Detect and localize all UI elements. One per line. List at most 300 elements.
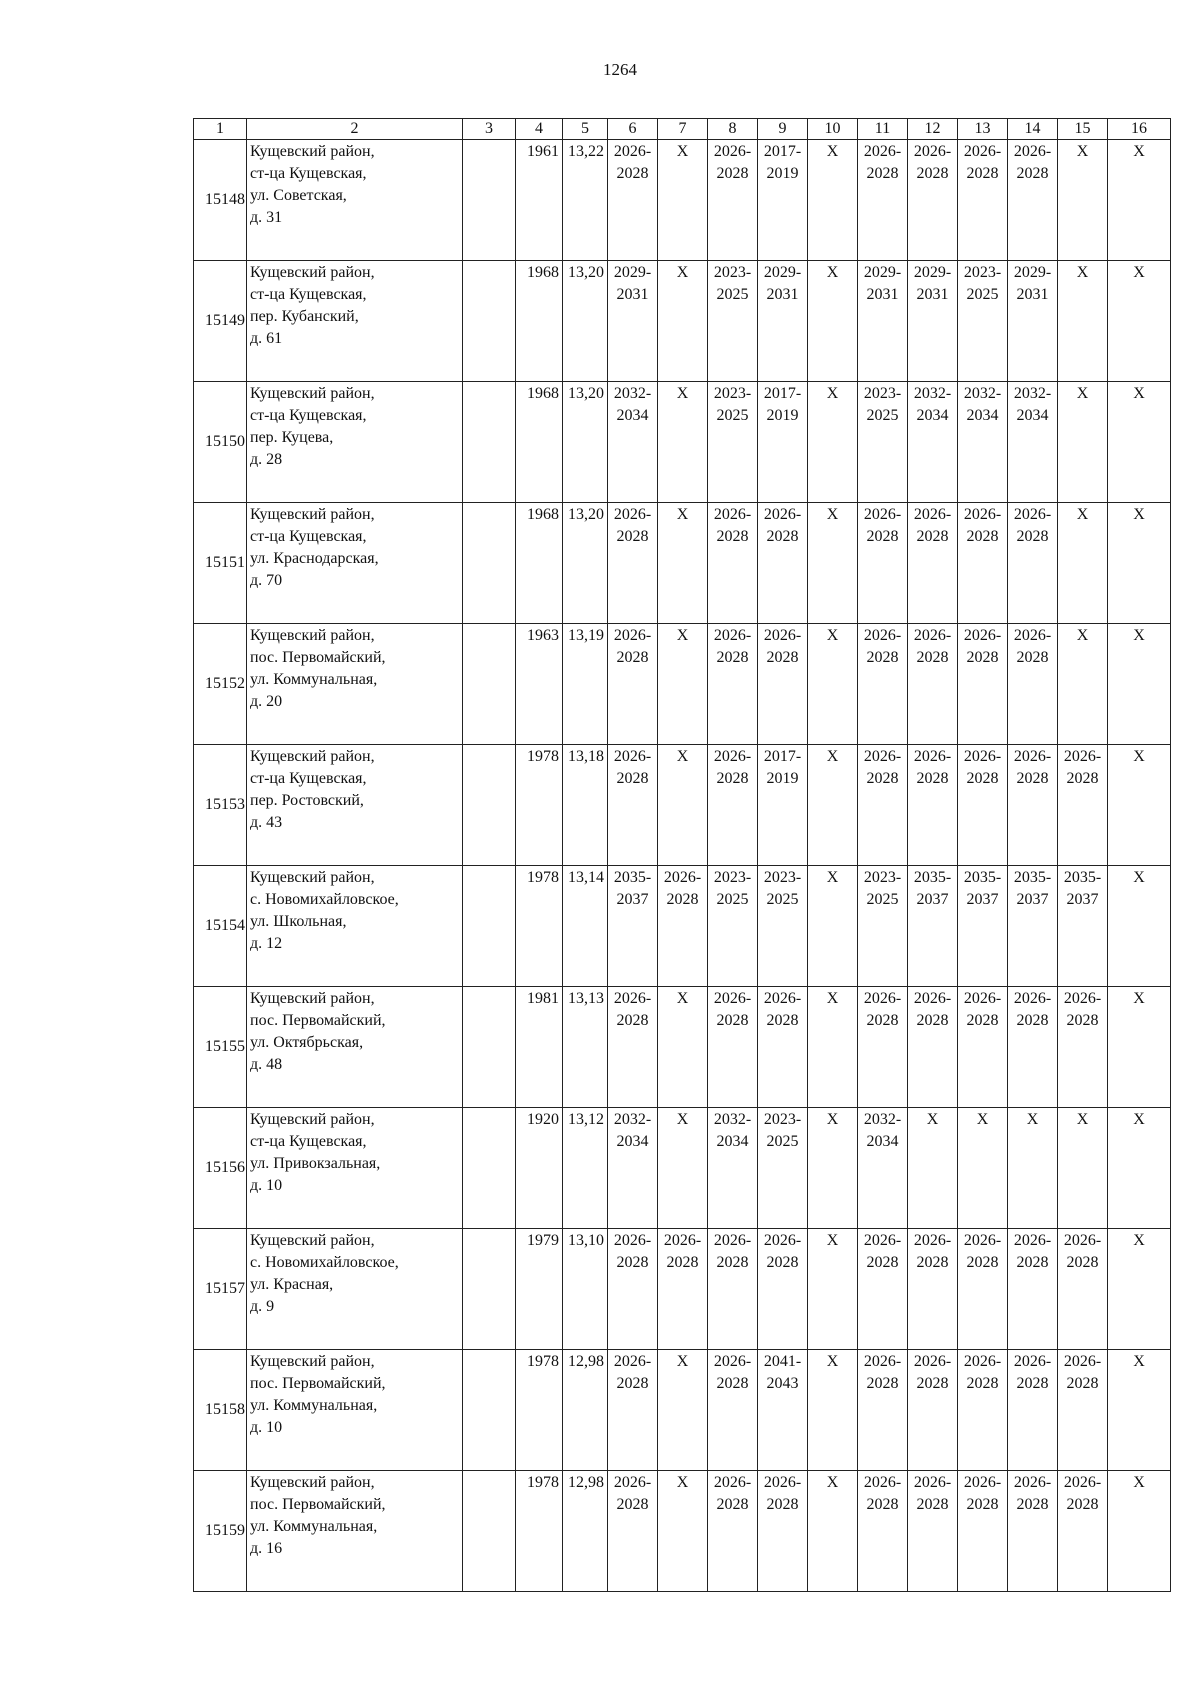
period-line: 2028 — [866, 528, 899, 545]
period-line: 2026- — [913, 506, 952, 523]
value-cell: 13,10 — [563, 1229, 608, 1350]
address-line: Кущевский район, — [250, 1353, 375, 1370]
period-line: 2032- — [613, 385, 652, 402]
period-line: 2037 — [966, 891, 999, 908]
column-header: 14 — [1008, 119, 1058, 140]
period-line: 2028 — [716, 1012, 749, 1029]
period-cell-c10 — [808, 1350, 858, 1471]
period-line: Х — [826, 264, 839, 281]
period-line: Х — [826, 748, 839, 765]
period-cell-c16 — [1108, 1108, 1171, 1229]
period-line: 2028 — [1066, 770, 1099, 787]
period-line: 2028 — [616, 528, 649, 545]
period-cell-c9 — [758, 1471, 808, 1592]
value-cell: 13,20 — [563, 382, 608, 503]
period-cell-c15 — [1058, 1108, 1108, 1229]
period-cell-c16 — [1108, 866, 1171, 987]
period-line: 2028 — [966, 649, 999, 666]
period-cell-c15 — [1058, 382, 1108, 503]
address-cell — [247, 1471, 463, 1592]
period-line: 2037 — [616, 891, 649, 908]
period-line: 2035- — [613, 869, 652, 886]
period-line: 2026- — [713, 1474, 752, 1491]
period-line: 2026- — [1063, 990, 1102, 1007]
period-cell-c15 — [1058, 987, 1108, 1108]
period-line: 2028 — [1066, 1254, 1099, 1271]
year-cell: 1968 — [516, 503, 563, 624]
period-line: 2026- — [763, 1474, 802, 1491]
period-line: Х — [1133, 1353, 1145, 1370]
period-line: 2032- — [963, 385, 1002, 402]
table-row — [194, 866, 1171, 987]
period-line: Х — [676, 506, 689, 523]
period-line: 2026- — [1063, 748, 1102, 765]
period-cell-c8 — [708, 140, 758, 261]
period-line: Х — [1076, 1111, 1089, 1128]
period-cell-c16 — [1108, 1471, 1171, 1592]
period-line: 2028 — [616, 1375, 649, 1392]
period-line: Х — [1133, 1474, 1145, 1491]
period-line: 2028 — [716, 1375, 749, 1392]
record-number: 15159 — [194, 1471, 247, 1592]
period-line: 2028 — [966, 1496, 999, 1513]
address-line: ул. Советская, — [250, 187, 347, 204]
period-line: 2017- — [763, 748, 802, 765]
period-cell-c10 — [808, 624, 858, 745]
period-line: 2028 — [1066, 1375, 1099, 1392]
period-cell-c13 — [958, 503, 1008, 624]
period-line: 2023- — [713, 869, 752, 886]
period-line: 2026- — [663, 869, 702, 886]
period-line: Х — [826, 143, 839, 160]
period-line: 2031 — [1016, 286, 1049, 303]
period-line: 2026- — [1013, 143, 1052, 160]
period-cell-c13 — [958, 140, 1008, 261]
period-cell-c11 — [858, 1108, 908, 1229]
address-line: Кущевский район, — [250, 627, 375, 644]
period-cell-c6 — [608, 503, 658, 624]
address-line: ул. Привокзальная, — [250, 1155, 381, 1172]
period-line: 2031 — [616, 286, 649, 303]
address-line: ст-ца Кущевская, — [250, 770, 367, 787]
period-line: Х — [676, 264, 689, 281]
period-line: 2037 — [916, 891, 949, 908]
period-cell-c15 — [1058, 1350, 1108, 1471]
period-cell-c12 — [908, 261, 958, 382]
period-line: 2026- — [1063, 1474, 1102, 1491]
record-number: 15154 — [194, 866, 247, 987]
table-row — [194, 140, 1171, 261]
table-row — [194, 1350, 1171, 1471]
address-line: пос. Первомайский, — [250, 1012, 386, 1029]
period-line: 2026- — [713, 1232, 752, 1249]
period-cell-c6 — [608, 624, 658, 745]
col-3-cell — [463, 382, 516, 503]
col-3-cell — [463, 1350, 516, 1471]
address-line: Кущевский район, — [250, 869, 375, 886]
period-cell-c7 — [658, 1471, 708, 1592]
period-line: 2026- — [613, 990, 652, 1007]
address-line: Кущевский район, — [250, 143, 375, 160]
period-cell-c16 — [1108, 140, 1171, 261]
period-line: 2026- — [1013, 1232, 1052, 1249]
period-cell-c12 — [908, 382, 958, 503]
period-line: 2034 — [616, 1133, 649, 1150]
period-line: Х — [1076, 264, 1089, 281]
table-row — [194, 1108, 1171, 1229]
period-cell-c10 — [808, 1471, 858, 1592]
period-cell-c6 — [608, 140, 658, 261]
col-3-cell — [463, 745, 516, 866]
period-cell-c8 — [708, 382, 758, 503]
period-line: 2026- — [763, 627, 802, 644]
period-line: Х — [1133, 385, 1145, 402]
period-cell-c15 — [1058, 261, 1108, 382]
period-line: 2026- — [713, 748, 752, 765]
period-line: 2028 — [1016, 770, 1049, 787]
period-line: 2026- — [913, 627, 952, 644]
period-line: 2029- — [613, 264, 652, 281]
period-line: 2026- — [863, 1474, 902, 1491]
period-line: 2026- — [963, 748, 1002, 765]
period-line: 2026- — [913, 1353, 952, 1370]
address-line: д. 12 — [250, 935, 283, 952]
period-line: 2026- — [963, 990, 1002, 1007]
value-cell: 12,98 — [563, 1350, 608, 1471]
year-cell: 1920 — [516, 1108, 563, 1229]
period-cell-c16 — [1108, 1350, 1171, 1471]
value-cell: 13,22 — [563, 140, 608, 261]
address-line: Кущевский район, — [250, 385, 375, 402]
period-line: Х — [676, 143, 689, 160]
col-3-cell — [463, 1229, 516, 1350]
record-number: 15153 — [194, 745, 247, 866]
period-cell-c9 — [758, 503, 808, 624]
period-line: 2028 — [616, 1254, 649, 1271]
address-line: ул. Октябрьская, — [250, 1034, 364, 1051]
period-cell-c16 — [1108, 503, 1171, 624]
period-cell-c6 — [608, 1471, 658, 1592]
period-line: 2026- — [963, 627, 1002, 644]
address-line: Кущевский район, — [250, 1474, 375, 1491]
period-line: 2023- — [713, 264, 752, 281]
period-cell-c10 — [808, 987, 858, 1108]
period-line: 2028 — [716, 649, 749, 666]
address-line: д. 43 — [250, 814, 283, 831]
period-cell-c8 — [708, 1350, 758, 1471]
period-cell-c11 — [858, 503, 908, 624]
period-line: 2034 — [616, 407, 649, 424]
period-line: 2026- — [863, 748, 902, 765]
period-cell-c14 — [1008, 503, 1058, 624]
period-line: Х — [826, 869, 839, 886]
period-line: 2032- — [863, 1111, 902, 1128]
period-line: 2026- — [613, 1353, 652, 1370]
period-cell-c7 — [658, 1108, 708, 1229]
period-line: 2026- — [913, 143, 952, 160]
value-cell: 13,18 — [563, 745, 608, 866]
period-cell-c14 — [1008, 987, 1058, 1108]
period-cell-c9 — [758, 987, 808, 1108]
period-cell-c7 — [658, 261, 708, 382]
period-cell-c8 — [708, 261, 758, 382]
period-line: 2026- — [763, 990, 802, 1007]
period-line: Х — [1026, 1111, 1039, 1128]
period-line: 2026- — [963, 506, 1002, 523]
period-cell-c13 — [958, 987, 1008, 1108]
period-cell-c16 — [1108, 382, 1171, 503]
period-line: Х — [826, 1232, 839, 1249]
period-line: 2028 — [1016, 1012, 1049, 1029]
address-line: д. 61 — [250, 330, 283, 347]
period-line: Х — [676, 1474, 689, 1491]
address-line: пос. Первомайский, — [250, 1496, 386, 1513]
column-header: 11 — [858, 119, 908, 140]
address-line: д. 48 — [250, 1056, 283, 1073]
address-line: Кущевский район, — [250, 990, 375, 1007]
period-line: Х — [676, 748, 689, 765]
period-cell-c10 — [808, 503, 858, 624]
period-line: 2026- — [1013, 627, 1052, 644]
period-line: 2026- — [1063, 1232, 1102, 1249]
period-line: Х — [1076, 385, 1089, 402]
period-line: 2023- — [713, 385, 752, 402]
period-line: Х — [1133, 1232, 1145, 1249]
record-number: 15151 — [194, 503, 247, 624]
period-cell-c14 — [1008, 1471, 1058, 1592]
address-line: ул. Коммунальная, — [250, 1397, 378, 1414]
year-cell: 1968 — [516, 261, 563, 382]
period-cell-c14 — [1008, 745, 1058, 866]
period-line: 2026- — [863, 627, 902, 644]
address-line: ст-ца Кущевская, — [250, 1133, 367, 1150]
period-line: 2028 — [966, 165, 999, 182]
period-line: 2026- — [963, 1232, 1002, 1249]
period-line: 2028 — [1016, 528, 1049, 545]
table-row — [194, 745, 1171, 866]
period-line: 2028 — [866, 1375, 899, 1392]
period-line: Х — [1076, 506, 1089, 523]
period-line: 2028 — [916, 1496, 949, 1513]
column-header: 3 — [463, 119, 516, 140]
period-line: 2034 — [716, 1133, 749, 1150]
period-line: 2028 — [716, 1254, 749, 1271]
period-cell-c10 — [808, 140, 858, 261]
period-line: 2028 — [866, 165, 899, 182]
address-line: пер. Кубанский, — [250, 308, 359, 325]
period-line: Х — [976, 1111, 989, 1128]
period-line: 2025 — [766, 1133, 799, 1150]
year-cell: 1978 — [516, 866, 563, 987]
period-cell-c7 — [658, 745, 708, 866]
period-line: 2029- — [913, 264, 952, 281]
address-line: пер. Куцева, — [250, 429, 334, 446]
period-line: 2023- — [763, 1111, 802, 1128]
record-number: 15158 — [194, 1350, 247, 1471]
address-cell — [247, 1229, 463, 1350]
period-cell-c11 — [858, 1471, 908, 1592]
period-cell-c8 — [708, 624, 758, 745]
address-line: д. 20 — [250, 693, 283, 710]
period-cell-c15 — [1058, 866, 1108, 987]
address-line: ул. Школьная, — [250, 913, 347, 930]
period-line: 2028 — [866, 1012, 899, 1029]
period-line: 2028 — [666, 891, 699, 908]
period-line: 2034 — [966, 407, 999, 424]
period-cell-c15 — [1058, 1471, 1108, 1592]
page-number: 1264 — [603, 60, 637, 79]
address-cell — [247, 624, 463, 745]
value-cell: 13,20 — [563, 261, 608, 382]
period-cell-c8 — [708, 866, 758, 987]
address-line: д. 10 — [250, 1177, 283, 1194]
period-line: 2028 — [766, 528, 799, 545]
period-line: 2028 — [966, 770, 999, 787]
address-line: д. 9 — [250, 1298, 275, 1315]
period-line: Х — [826, 1353, 839, 1370]
address-cell — [247, 866, 463, 987]
period-line: 2026- — [1013, 1353, 1052, 1370]
period-line: 2026- — [1013, 990, 1052, 1007]
period-line: Х — [1133, 627, 1145, 644]
period-line: 2025 — [966, 286, 999, 303]
period-cell-c6 — [608, 261, 658, 382]
period-cell-c16 — [1108, 624, 1171, 745]
period-cell-c12 — [908, 866, 958, 987]
period-cell-c11 — [858, 624, 908, 745]
period-cell-c15 — [1058, 1229, 1108, 1350]
period-line: 2035- — [913, 869, 952, 886]
column-header: 4 — [516, 119, 563, 140]
period-line: 2034 — [916, 407, 949, 424]
period-cell-c13 — [958, 866, 1008, 987]
period-line: 2028 — [916, 649, 949, 666]
col-3-cell — [463, 1108, 516, 1229]
period-line: 2029- — [763, 264, 802, 281]
period-line: 2019 — [766, 770, 799, 787]
period-line: 2026- — [1063, 1353, 1102, 1370]
column-header: 5 — [563, 119, 608, 140]
period-cell-c7 — [658, 1229, 708, 1350]
period-line: Х — [1133, 748, 1145, 765]
address-line: д. 28 — [250, 451, 283, 468]
period-cell-c11 — [858, 745, 908, 866]
period-cell-c13 — [958, 1350, 1008, 1471]
record-number: 15149 — [194, 261, 247, 382]
period-line: Х — [676, 1353, 689, 1370]
value-cell: 12,98 — [563, 1471, 608, 1592]
address-line: ст-ца Кущевская, — [250, 528, 367, 545]
period-line: 2026- — [763, 1232, 802, 1249]
period-line: 2028 — [716, 165, 749, 182]
period-line: 2026- — [863, 506, 902, 523]
col-3-cell — [463, 987, 516, 1108]
period-cell-c8 — [708, 1108, 758, 1229]
period-cell-c14 — [1008, 140, 1058, 261]
period-cell-c9 — [758, 140, 808, 261]
period-line: 2035- — [963, 869, 1002, 886]
period-cell-c7 — [658, 1350, 708, 1471]
address-line: ул. Коммунальная, — [250, 671, 378, 688]
period-cell-c12 — [908, 1108, 958, 1229]
register-table — [193, 118, 1171, 1592]
period-cell-c15 — [1058, 503, 1108, 624]
address-line: Кущевский район, — [250, 748, 375, 765]
period-line: Х — [1133, 869, 1145, 886]
period-line: 2026- — [863, 1353, 902, 1370]
period-line: Х — [676, 1111, 689, 1128]
period-line: 2028 — [916, 770, 949, 787]
period-line: 2017- — [763, 143, 802, 160]
period-line: 2026- — [613, 1232, 652, 1249]
period-line: Х — [826, 506, 839, 523]
column-header: 16 — [1108, 119, 1171, 140]
period-cell-c8 — [708, 745, 758, 866]
period-line: 2032- — [913, 385, 952, 402]
period-cell-c12 — [908, 1229, 958, 1350]
period-line: 2025 — [866, 891, 899, 908]
year-cell: 1981 — [516, 987, 563, 1108]
period-cell-c6 — [608, 1108, 658, 1229]
period-cell-c9 — [758, 1108, 808, 1229]
period-line: 2028 — [866, 649, 899, 666]
period-line: Х — [676, 990, 689, 1007]
period-cell-c10 — [808, 745, 858, 866]
period-line: 2028 — [616, 770, 649, 787]
year-cell: 1968 — [516, 382, 563, 503]
period-line: 2028 — [616, 1012, 649, 1029]
period-line: 2041- — [763, 1353, 802, 1370]
period-line: 2035- — [1013, 869, 1052, 886]
column-header: 2 — [247, 119, 463, 140]
column-header: 10 — [808, 119, 858, 140]
period-line: 2035- — [1063, 869, 1102, 886]
period-cell-c6 — [608, 1350, 658, 1471]
year-cell: 1961 — [516, 140, 563, 261]
period-line: 2026- — [613, 143, 652, 160]
address-line: д. 10 — [250, 1419, 283, 1436]
value-cell: 13,14 — [563, 866, 608, 987]
period-cell-c13 — [958, 1229, 1008, 1350]
period-line: Х — [1076, 143, 1089, 160]
period-line: 2028 — [716, 528, 749, 545]
period-line: 2025 — [716, 891, 749, 908]
period-line: 2026- — [863, 990, 902, 1007]
period-cell-c14 — [1008, 1350, 1058, 1471]
period-cell-c9 — [758, 624, 808, 745]
value-cell: 13,19 — [563, 624, 608, 745]
period-cell-c12 — [908, 503, 958, 624]
period-cell-c14 — [1008, 1229, 1058, 1350]
period-line: 2034 — [1016, 407, 1049, 424]
period-line: 2026- — [1013, 1474, 1052, 1491]
year-cell: 1978 — [516, 1471, 563, 1592]
period-line: Х — [826, 385, 839, 402]
period-line: 2028 — [916, 1254, 949, 1271]
period-cell-c7 — [658, 987, 708, 1108]
period-line: 2023- — [963, 264, 1002, 281]
period-line: 2028 — [866, 1496, 899, 1513]
address-line: ст-ца Кущевская, — [250, 165, 367, 182]
period-line: 2028 — [916, 1375, 949, 1392]
period-cell-c11 — [858, 1229, 908, 1350]
address-line: д. 16 — [250, 1540, 283, 1557]
period-cell-c6 — [608, 866, 658, 987]
period-cell-c9 — [758, 382, 808, 503]
table-row — [194, 1471, 1171, 1592]
col-3-cell — [463, 503, 516, 624]
period-cell-c12 — [908, 1471, 958, 1592]
